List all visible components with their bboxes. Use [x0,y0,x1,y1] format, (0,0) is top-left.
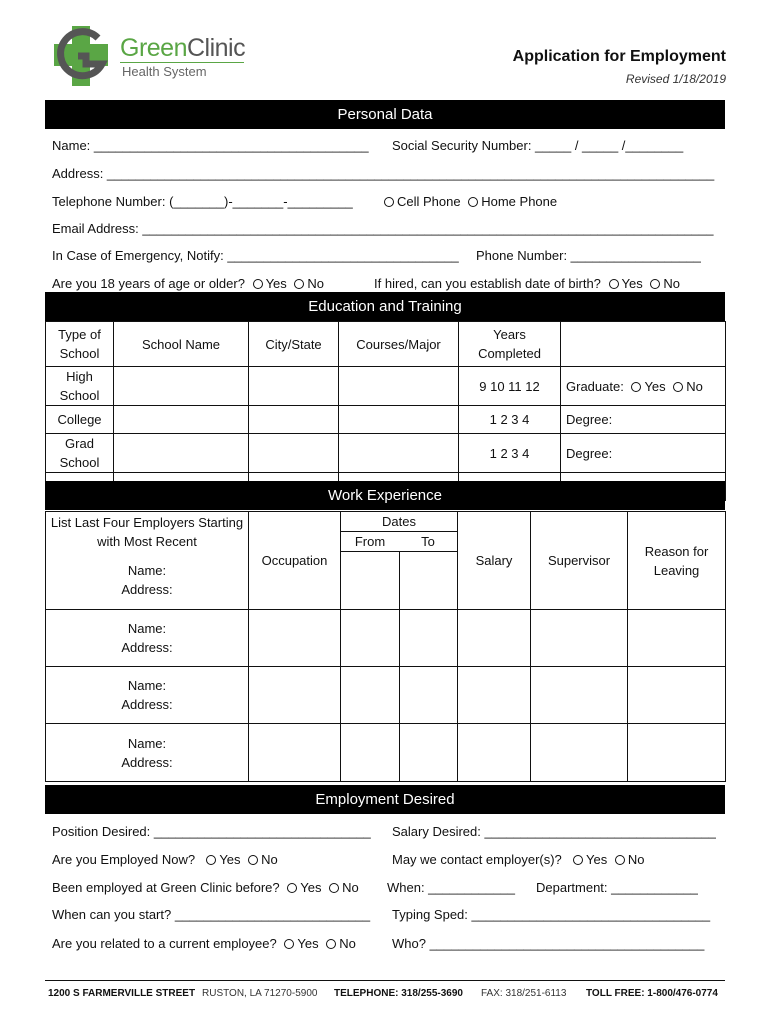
employed-before-question: Been employed at Green Clinic before? Yes No [52,880,359,895]
section-personal-data: Personal Data [45,100,725,129]
dob-no-radio[interactable] [650,279,660,289]
name-field[interactable]: Name: ______________________________________ [52,138,369,153]
cell-phone-label: Cell Phone [397,194,461,209]
graduate-no-radio[interactable] [673,382,683,392]
logo-subtitle: Health System [122,64,207,79]
hs-school-name-cell[interactable] [114,367,249,406]
employer-2-cell[interactable]: Name: Address: [46,610,249,667]
logo-divider [120,62,244,63]
grad-degree-cell[interactable]: Degree: [561,434,726,473]
grad-years-options[interactable]: 1 2 3 4 [459,434,561,473]
hs-years-options[interactable]: 9 10 11 12 [459,367,561,406]
employed-now-yes-radio[interactable] [206,855,216,865]
grad-city-cell[interactable] [249,434,339,473]
employer-1-to[interactable] [400,552,458,610]
footer-street: 1200 S FARMERVILLE STREET [48,988,196,999]
header-courses-major: Courses/Major [339,322,459,367]
telephone-field[interactable]: Telephone Number: (_______)-_______-_________ [52,194,353,209]
phone-type-options [380,194,557,209]
dob-question: If hired, can you establish date of birth? Yes No [374,276,681,291]
contact-yes-radio[interactable] [573,855,583,865]
contact-employer-question: May we contact employer(s)? Yes No [392,852,645,867]
age-no-radio[interactable] [294,279,304,289]
home-phone-label: Home Phone [481,194,558,209]
cell-phone-radio[interactable] [384,197,394,207]
grad-school-name-cell[interactable] [114,434,249,473]
hs-courses-cell[interactable] [339,367,459,406]
header-salary: Salary [458,512,531,610]
contact-no-radio[interactable] [615,855,625,865]
start-date-field[interactable]: When can you start? ___________________________ [52,907,371,922]
header-reason: Reason for Leaving [628,512,726,610]
employed-now-question: Are you Employed Now? Yes No [52,852,278,867]
header-supervisor: Supervisor [531,512,628,610]
college-city-cell[interactable] [249,406,339,434]
age-yes-radio[interactable] [253,279,263,289]
salary-desired-field[interactable]: Salary Desired: ________________________________ [392,824,716,839]
revision-date: Revised 1/18/2019 [625,72,726,86]
related-employee-question: Are you related to a current employee? Yes No [52,936,356,951]
header-from: From [354,534,386,549]
college-years-options[interactable]: 1 2 3 4 [459,406,561,434]
college-degree-cell[interactable]: Degree: [561,406,726,434]
when-employed-field[interactable]: When: ____________ [387,880,515,895]
education-table [45,321,726,501]
emergency-phone-field[interactable]: Phone Number: __________________ [476,248,701,263]
header-employers: List Last Four Employers Starting with Most Recent [46,512,249,552]
employed-now-no-radio[interactable] [248,855,258,865]
header-school-name: School Name [114,322,249,367]
header-dates: Dates From To [341,512,458,552]
grad-courses-cell[interactable] [339,434,459,473]
footer-divider [45,980,725,981]
related-no-radio[interactable] [326,939,336,949]
logo-cross-g-icon [52,24,112,88]
related-yes-radio[interactable] [284,939,294,949]
row-high-school: High School [46,367,114,406]
row-college: College [46,406,114,434]
employed-before-yes-radio[interactable] [287,883,297,893]
footer-city: RUSTON, LA 71270-5900 [202,988,318,999]
employer-4-cell[interactable]: Name: Address: [46,724,249,782]
header-city-state: City/State [249,322,339,367]
employer-1-cell[interactable]: Name: Address: [46,552,249,610]
header-to: To [421,534,435,549]
home-phone-radio[interactable] [468,197,478,207]
section-work-experience: Work Experience [45,481,725,510]
graduate-yes-radio[interactable] [631,382,641,392]
related-who-field[interactable]: Who? ______________________________________ [392,936,705,951]
ssn-field[interactable]: Social Security Number: _____ / _____ /________ [392,138,684,153]
section-education: Education and Training [45,292,725,321]
dob-yes-radio[interactable] [609,279,619,289]
graduate-options: Graduate: Yes No [561,367,726,406]
footer-fax: FAX: 318/251-6113 [481,988,567,999]
header-type-of-school: Type of School [46,322,114,367]
college-school-name-cell[interactable] [114,406,249,434]
emergency-contact-field[interactable]: In Case of Emergency, Notify: ________________________________ [52,248,459,263]
logo-wordmark: GreenClinic [120,34,246,62]
employed-before-no-radio[interactable] [329,883,339,893]
email-field[interactable]: Email Address: _______________________________________________________________________________ [52,221,714,236]
employer-3-cell[interactable]: Name: Address: [46,667,249,724]
footer-telephone: TELEPHONE: 318/255-3690 [334,988,463,999]
college-courses-cell[interactable] [339,406,459,434]
position-desired-field[interactable]: Position Desired: ______________________________ [52,824,371,839]
hs-city-cell[interactable] [249,367,339,406]
document-title: Application for Employment [512,48,726,65]
age-question: Are you 18 years of age or older? Yes No [52,276,325,291]
footer-tollfree: TOLL FREE: 1-800/476-0774 [586,988,718,999]
address-field[interactable]: Address: ____________________________________________________________________________________ [52,166,715,181]
section-employment-desired: Employment Desired [45,785,725,814]
department-field[interactable]: Department: ____________ [536,880,698,895]
header-occupation: Occupation [249,512,341,610]
green-clinic-logo [52,24,252,88]
row-grad-school: Grad School [46,434,114,473]
header-years-completed: Years Completed [459,322,561,367]
work-experience-table [45,511,726,782]
employer-1-from[interactable] [341,552,400,610]
typing-speed-field[interactable]: Typing Sped: _________________________________ [392,907,711,922]
